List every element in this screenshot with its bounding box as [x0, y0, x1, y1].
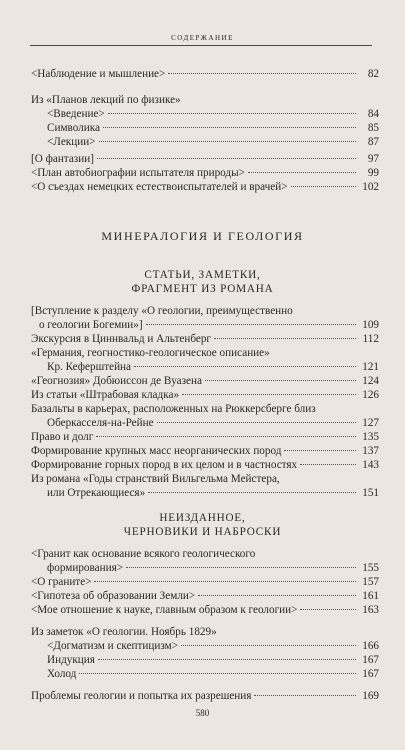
dot-leader [96, 435, 356, 437]
dot-leader [134, 365, 356, 367]
toc-entry-page: 109 [362, 319, 379, 331]
toc-group-heading: Из заметок «О геологии. Ноябрь 1829» [31, 626, 217, 638]
dot-leader [99, 140, 357, 142]
toc-entry-title: Символика [47, 122, 100, 134]
dot-leader [248, 171, 356, 173]
toc-entry[interactable] [47, 653, 379, 667]
toc-entry[interactable] [47, 135, 379, 149]
dot-leader [148, 491, 356, 493]
toc-entry-page: 97 [367, 153, 379, 165]
toc-entry[interactable] [31, 388, 379, 402]
toc-entry[interactable] [31, 689, 379, 703]
toc-entry-title: Право и долг [31, 431, 94, 443]
toc-entry-title: <О съездах немецких естествоиспытателей и врачей> [31, 181, 288, 193]
toc-entry[interactable] [31, 430, 379, 444]
toc-entry[interactable] [31, 166, 379, 180]
toc-entry-title: <Лекции> [47, 136, 96, 148]
toc-entry-page: 112 [362, 333, 379, 345]
toc-entry[interactable] [47, 360, 379, 374]
toc-entry-title: или Отрекающиеся» [47, 487, 146, 499]
toc-entry-page: 161 [362, 590, 379, 602]
toc-entry-page: 126 [362, 389, 379, 401]
toc-entry-title: Холод [47, 668, 77, 680]
toc-entry-title: <План автобиографии испытателя природы> [31, 167, 245, 179]
toc-entry[interactable] [47, 121, 379, 135]
dot-leader [168, 72, 356, 74]
dot-leader [198, 594, 356, 596]
subsection-title: ФРАГМЕНТ ИЗ РОМАНА [131, 283, 274, 295]
toc-entry[interactable] [31, 458, 379, 472]
dot-leader [205, 379, 356, 381]
dot-leader [214, 337, 356, 339]
toc-entry-page: 85 [367, 122, 379, 134]
toc-entry-title: Из романа «Годы странствий Вильгельма Мейстера, [31, 473, 280, 485]
dot-leader [94, 580, 356, 582]
toc-entry-page: 82 [367, 68, 379, 80]
header-rule [30, 45, 372, 46]
toc-entry-title: [Вступление к разделу «О геологии, преимущественно [31, 305, 293, 317]
toc-entry-title: «Германия, геогностико-геологическое описание» [31, 347, 270, 359]
toc-entry-page: 151 [362, 487, 379, 499]
dot-leader [108, 112, 356, 114]
toc-entry-page: 102 [362, 181, 379, 193]
dot-leader [300, 608, 356, 610]
toc-entry[interactable] [31, 67, 379, 81]
toc-entry-title: <Догматизм и скептицизм> [47, 640, 179, 652]
toc-entry-page: 143 [362, 459, 379, 471]
toc-entry-title: Формирование крупных масс неорганических пород [31, 445, 282, 457]
toc-entry[interactable] [31, 152, 379, 166]
toc-entry-page: 135 [362, 431, 379, 443]
dot-leader [97, 157, 356, 159]
toc-entry-title: Оберкасселя-на-Рейне [47, 417, 154, 429]
subsection-title: ЧЕРНОВИКИ И НАБРОСКИ [123, 526, 282, 538]
dot-leader [146, 323, 356, 325]
toc-entry-title: «Геогнозия» Добюиссон де Вуазена [31, 375, 202, 387]
dot-leader [126, 566, 356, 568]
toc-entry[interactable] [47, 486, 379, 500]
toc-entry-page: 127 [362, 417, 379, 429]
toc-entry-title: Базальты в карьерах, расположенных на Рюккерсберге близ [31, 403, 316, 415]
toc-entry-page: 84 [367, 108, 379, 120]
running-header: СОДЕРЖАНИЕ [171, 34, 234, 42]
dot-leader [300, 463, 356, 465]
toc-entry-page: 124 [362, 375, 379, 387]
dot-leader [98, 658, 356, 660]
dot-leader [284, 449, 356, 451]
toc-entry[interactable] [47, 639, 379, 653]
toc-entry[interactable] [31, 180, 379, 194]
toc-entry-title: Индукция [47, 654, 95, 666]
toc-entry[interactable] [31, 444, 379, 458]
toc-entry[interactable] [31, 374, 379, 388]
toc-entry-title: Формирование горных пород в их целом и в частностях [31, 459, 298, 471]
toc-entry-title: Кр. Кеферштейна [47, 361, 132, 373]
subsection-title: СТАТЬИ, ЗАМЕТКИ, [144, 269, 261, 281]
toc-entry-page: 137 [362, 445, 379, 457]
dot-leader [182, 393, 356, 395]
toc-entry[interactable] [47, 107, 379, 121]
toc-entry-page: 155 [362, 562, 379, 574]
toc-entry-title: Из статьи «Штрабовая кладка» [31, 389, 180, 401]
toc-entry-title: о геологии Богемии»] [39, 319, 143, 331]
toc-entry-title: <Гранит как основание всякого геологического [31, 548, 256, 560]
toc-entry-page: 157 [362, 576, 379, 588]
toc-entry-title: <Гипотеза об образовании Земли> [31, 590, 196, 602]
dot-leader [181, 644, 356, 646]
toc-entry-page: 167 [362, 668, 379, 680]
dot-leader [291, 185, 356, 187]
toc-entry-page: 167 [362, 654, 379, 666]
toc-entry-title: <Мое отношение к науке, главным образом к геологии> [31, 604, 298, 616]
toc-entry-title: <Введение> [47, 108, 105, 120]
toc-entry[interactable] [47, 561, 379, 575]
toc-entry-page: 163 [362, 604, 379, 616]
toc-entry-page: 99 [367, 167, 379, 179]
section-title: МИНЕРАЛОГИЯ И ГЕОЛОГИЯ [101, 229, 304, 243]
page-number: 580 [195, 708, 210, 718]
toc-entry-title: <О граните> [31, 576, 92, 588]
toc-entry-title: <Наблюдение и мышление> [31, 68, 166, 80]
toc-entry-title: формирования> [47, 562, 124, 574]
toc-entry[interactable] [31, 332, 379, 346]
toc-group-heading: Из «Планов лекций по физике» [31, 94, 181, 106]
toc-entry-page: 169 [362, 690, 379, 702]
toc-entry-title: Проблемы геологии и попытка их разрешения [31, 690, 252, 702]
toc-entry[interactable] [47, 416, 379, 430]
dot-leader [79, 672, 356, 674]
toc-entry-title: Экскурсия в Циннвальд и Альтенберг [31, 333, 212, 345]
toc-entry-page: 166 [362, 640, 379, 652]
toc-entry-title: [О фантазии] [31, 153, 94, 165]
toc-entry[interactable] [31, 589, 379, 603]
toc-entry[interactable] [31, 575, 379, 589]
dot-leader [157, 421, 356, 423]
subsection-title: НЕИЗДАННОЕ, [159, 512, 246, 524]
dot-leader [103, 126, 356, 128]
toc-entry-page: 87 [367, 136, 379, 148]
toc-entry[interactable] [31, 603, 379, 617]
toc-entry[interactable] [39, 318, 379, 332]
dot-leader [254, 694, 356, 696]
toc-entry-page: 121 [362, 361, 379, 373]
toc-entry[interactable] [47, 667, 379, 681]
